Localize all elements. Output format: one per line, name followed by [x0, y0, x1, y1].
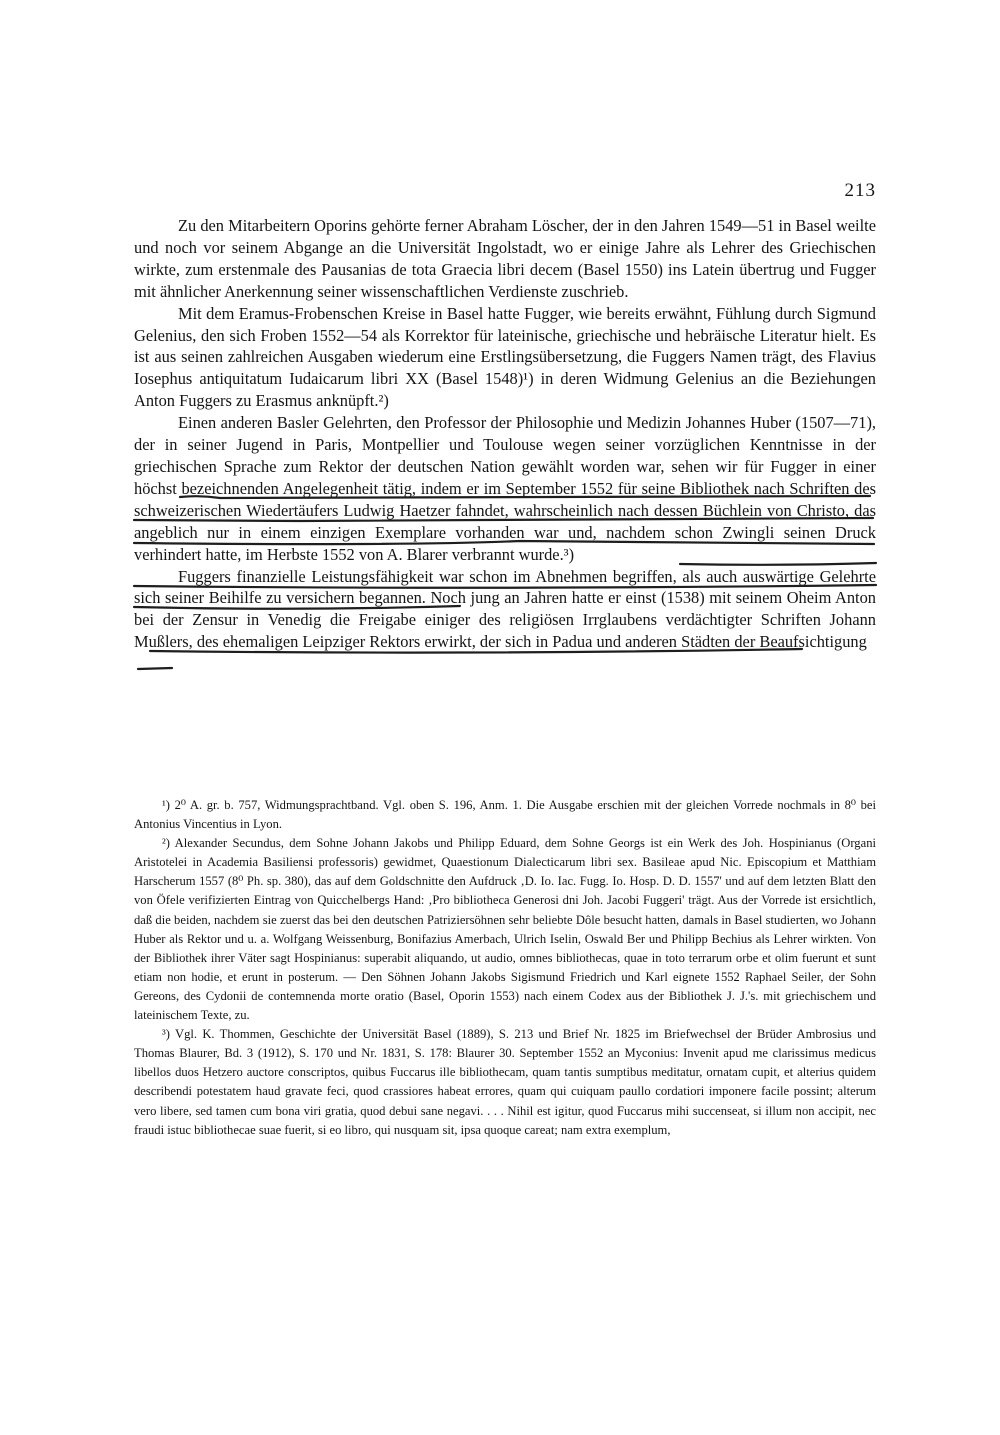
paragraph-gelenius: Mit dem Eramus-Frobenschen Kreise in Basel hatte Fugger, wie bereits erwähnt, Fühlung durch Sigmund Gelenius, den sich Froben 1552—54 als Korrektor für lateinische, griechische und hebräische Literatur hielt. Es ist aus seinen zahlreichen Ausgaben wiederum eine Erstlingsübersetzung, die Fuggers Namen trägt, des Flavius Iosephus antiquitatum Iudaicarum libri XX (Basel 1548)¹) in deren Widmung Gelenius an die Beziehungen Anton Fuggers zu Erasmus anknüpft.²): [134, 303, 876, 411]
footnote-1: ¹) 2⁰ A. gr. b. 757, Widmungsprachtband. Vgl. oben S. 196, Anm. 1. Die Ausgabe erschien mit der gleichen Vorrede nochmals in 8⁰ bei Antonius Vincentius in Lyon.: [134, 798, 876, 832]
main-text: [134, 215, 876, 653]
footnote-2: ²) Alexander Secundus, dem Sohne Johann Jakobs und Philipp Eduard, dem Sohne Georgs ist ein Werk des Joh. Hospinianus (Organi Aristotelei in Academia Basiliensi professoris) gewidmet, Quaestionum Dialecticarum libri sex. Basileae apud Nic. Episcopium et Matthiam Harscherum 1557 (8⁰ Ph. sp. 380), das auf dem Goldschnitte den Aufdruck ‚D. Io. Iac. Fugg. Io. Hosp. D. D. 1557' und auf dem letzten Blatt den von Öfele verifizierten Eintrag von Quicchelbergs Hand: ‚Pro bibliotheca Generosi dni Joh. Jacobi Fuggeri' trägt. Aus der Vorrede ist ersichtlich, daß die beiden, nachdem sie zuerst das bei den deutschen Patriziersöhnen sehr beliebte Dôle besucht hatten, damals in Basel studierten, wo Johann Huber als Rektor und u. a. Wolfgang Weissenburg, Bonifazius Amerbach, Ulrich Iselin, Oswald Ber und Philipp Bechius als Lehrer wirkten. Von der Bibliothek ihrer Väter sagt Hospinianus: superabit aliquando, ut audio, omnes bibliothecas, quae in toto terrarum orbe et olim fuerunt et sunt etiam non hodie, et erunt in posterum. — Den Söhnen Johann Jakobs Sigismund Friedrich und Karl eignete 1552 Raphael Seiler, der Sohn Gereons, des Cydonii de contemnenda morte oratio (Basel, Oporin 1553) nach einem Codex aus der Bibliothek J. J.'s. mit griechischem und lateinischem Texte, zu.: [134, 836, 876, 1023]
paragraph-huber-annotated: Einen anderen Basler Gelehrten, den Professor der Philosophie und Medizin Johannes Huber (1507—71), der in seiner Jugend in Paris, Montpellier und Toulouse wegen seiner vorzüglichen Kenntnisse in der griechischen Sprache zum Rektor der deutschen Nation gewählt worden war, sehen wir für Fugger in einer höchst bezeichnenden Angelegenheit tätig, indem er im September 1552 für seine Bibliothek nach Schriften des schweizerischen Wiedertäufers Ludwig Haetzer fahndet, wahrscheinlich nach dessen Büchlein von Christo, das angeblich nur in einem einzigen Exemplare vorhanden war und, nachdem schon Zwingli seinen Druck verhindert hatte, im Herbste 1552 von A. Blarer verbrannt wurde.³): [134, 413, 876, 564]
page-number: 213: [844, 180, 876, 201]
footnotes: [134, 796, 876, 1140]
footnote-3: ³) Vgl. K. Thommen, Geschichte der Universität Basel (1889), S. 213 und Brief Nr. 1825 im Briefwechsel der Brüder Ambrosius und Thomas Blaurer, Bd. 3 (1912), S. 170 und Nr. 1831, S. 178: Blaurer 30. September 1552 an Myconius: Invenit apud me clarissimus medicus libellos duos Hetzero auctore conscriptos, quibus Fuccarus ille bibliothecam, quam tantis sumptibus meditatur, ornatam cupit, et alterius quidem describendi potestatem haud gravate feci, quod crassiores habeat errores, quam qui cuiquam paullo cordatiori imponere facile possint; alterum vero libere, sed tamen cum bona viri gratia, quod debui sane negavi. . . . Nihil est igitur, quod Fuccarus mihi succenseat, si illum non accipit, nec fraudi istuc bibliothecae suae fuerit, si eo libro, qui nusquam sit, ipsa quoque careat; nam extra exemplum,: [134, 1027, 876, 1137]
paragraph-loescher: Zu den Mitarbeitern Oporins gehörte ferner Abraham Löscher, der in den Jahren 1549—51 in Basel weilte und noch vor seinem Abgange an die Universität Ingolstadt, wo er einige Jahre als Lehrer des Griechischen wirkte, zum erstenmale des Pausanias de tota Graecia libri decem (Basel 1550) ins Latein übertrug und Fugger mit ähnlicher Anerkennung seiner wissenschaftlichen Verdienste zuschrieb.: [134, 216, 876, 301]
margin-dash: [138, 668, 172, 669]
paragraph-fugger-finances: Fuggers finanzielle Leistungsfähigkeit war schon im Abnehmen begriffen, als auch auswärtige Gelehrte sich seiner Beihilfe zu versichern begannen. Noch jung an Jahren hatte er einst (1538) mit seinem Oheim Anton bei der Zensur in Venedig die Freigabe einiger des religiösen Irrglaubens verdächtigter Schriften Johann Mußlers, des ehemaligen Leipziger Rektors erwirkt, der sich in Padua und anderen Städten der Beaufsichtigung: [134, 566, 876, 652]
